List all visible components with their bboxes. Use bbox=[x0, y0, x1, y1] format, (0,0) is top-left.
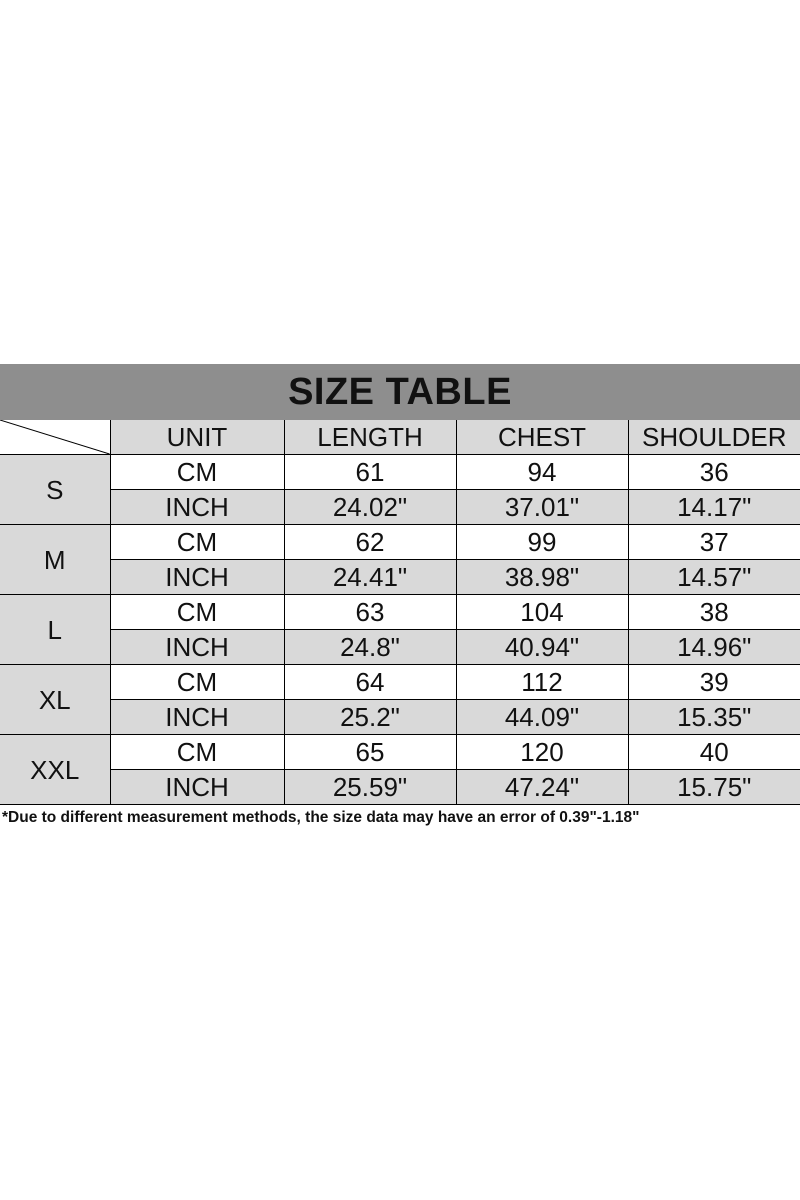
shoulder-cell: 37 bbox=[628, 525, 800, 560]
corner-cell bbox=[0, 420, 110, 455]
unit-cell: INCH bbox=[110, 700, 284, 735]
size-label-s: S bbox=[0, 455, 110, 525]
length-cell: 61 bbox=[284, 455, 456, 490]
unit-cell: CM bbox=[110, 595, 284, 630]
table-row bbox=[0, 595, 800, 630]
header-shoulder: SHOULDER bbox=[628, 420, 800, 455]
length-cell: 25.59" bbox=[284, 770, 456, 805]
chest-cell: 104 bbox=[456, 595, 628, 630]
size-label-xl: XL bbox=[0, 665, 110, 735]
shoulder-cell: 39 bbox=[628, 665, 800, 700]
diagonal-divider-icon bbox=[0, 420, 110, 454]
unit-cell: CM bbox=[110, 735, 284, 770]
header-chest: CHEST bbox=[456, 420, 628, 455]
unit-cell: INCH bbox=[110, 490, 284, 525]
header-row bbox=[0, 420, 800, 455]
shoulder-cell: 40 bbox=[628, 735, 800, 770]
size-label-l: L bbox=[0, 595, 110, 665]
chest-cell: 112 bbox=[456, 665, 628, 700]
table-row bbox=[0, 770, 800, 805]
length-cell: 24.8" bbox=[284, 630, 456, 665]
header-unit: UNIT bbox=[110, 420, 284, 455]
unit-cell: INCH bbox=[110, 770, 284, 805]
table-row bbox=[0, 700, 800, 735]
size-chart bbox=[0, 364, 800, 827]
size-table bbox=[0, 420, 800, 805]
unit-cell: INCH bbox=[110, 560, 284, 595]
length-cell: 24.41" bbox=[284, 560, 456, 595]
table-row bbox=[0, 455, 800, 490]
shoulder-cell: 14.17" bbox=[628, 490, 800, 525]
shoulder-cell: 14.57" bbox=[628, 560, 800, 595]
shoulder-cell: 15.35" bbox=[628, 700, 800, 735]
length-cell: 25.2" bbox=[284, 700, 456, 735]
chest-cell: 47.24" bbox=[456, 770, 628, 805]
length-cell: 62 bbox=[284, 525, 456, 560]
table-row bbox=[0, 630, 800, 665]
table-row bbox=[0, 490, 800, 525]
table-row bbox=[0, 665, 800, 700]
unit-cell: CM bbox=[110, 665, 284, 700]
table-row bbox=[0, 525, 800, 560]
chest-cell: 38.98" bbox=[456, 560, 628, 595]
size-table-title: SIZE TABLE bbox=[0, 364, 800, 420]
length-cell: 63 bbox=[284, 595, 456, 630]
chest-cell: 37.01" bbox=[456, 490, 628, 525]
shoulder-cell: 15.75" bbox=[628, 770, 800, 805]
chest-cell: 44.09" bbox=[456, 700, 628, 735]
chest-cell: 120 bbox=[456, 735, 628, 770]
shoulder-cell: 38 bbox=[628, 595, 800, 630]
measurement-footnote: *Due to different measurement methods, the size data may have an error of 0.39"-1.18" bbox=[2, 809, 640, 826]
length-cell: 64 bbox=[284, 665, 456, 700]
unit-cell: CM bbox=[110, 525, 284, 560]
table-row bbox=[0, 735, 800, 770]
size-label-xxl: XXL bbox=[0, 735, 110, 805]
length-cell: 24.02" bbox=[284, 490, 456, 525]
chest-cell: 94 bbox=[456, 455, 628, 490]
unit-cell: INCH bbox=[110, 630, 284, 665]
size-label-m: M bbox=[0, 525, 110, 595]
header-length: LENGTH bbox=[284, 420, 456, 455]
shoulder-cell: 36 bbox=[628, 455, 800, 490]
unit-cell: CM bbox=[110, 455, 284, 490]
chest-cell: 40.94" bbox=[456, 630, 628, 665]
table-row bbox=[0, 560, 800, 595]
shoulder-cell: 14.96" bbox=[628, 630, 800, 665]
chest-cell: 99 bbox=[456, 525, 628, 560]
length-cell: 65 bbox=[284, 735, 456, 770]
